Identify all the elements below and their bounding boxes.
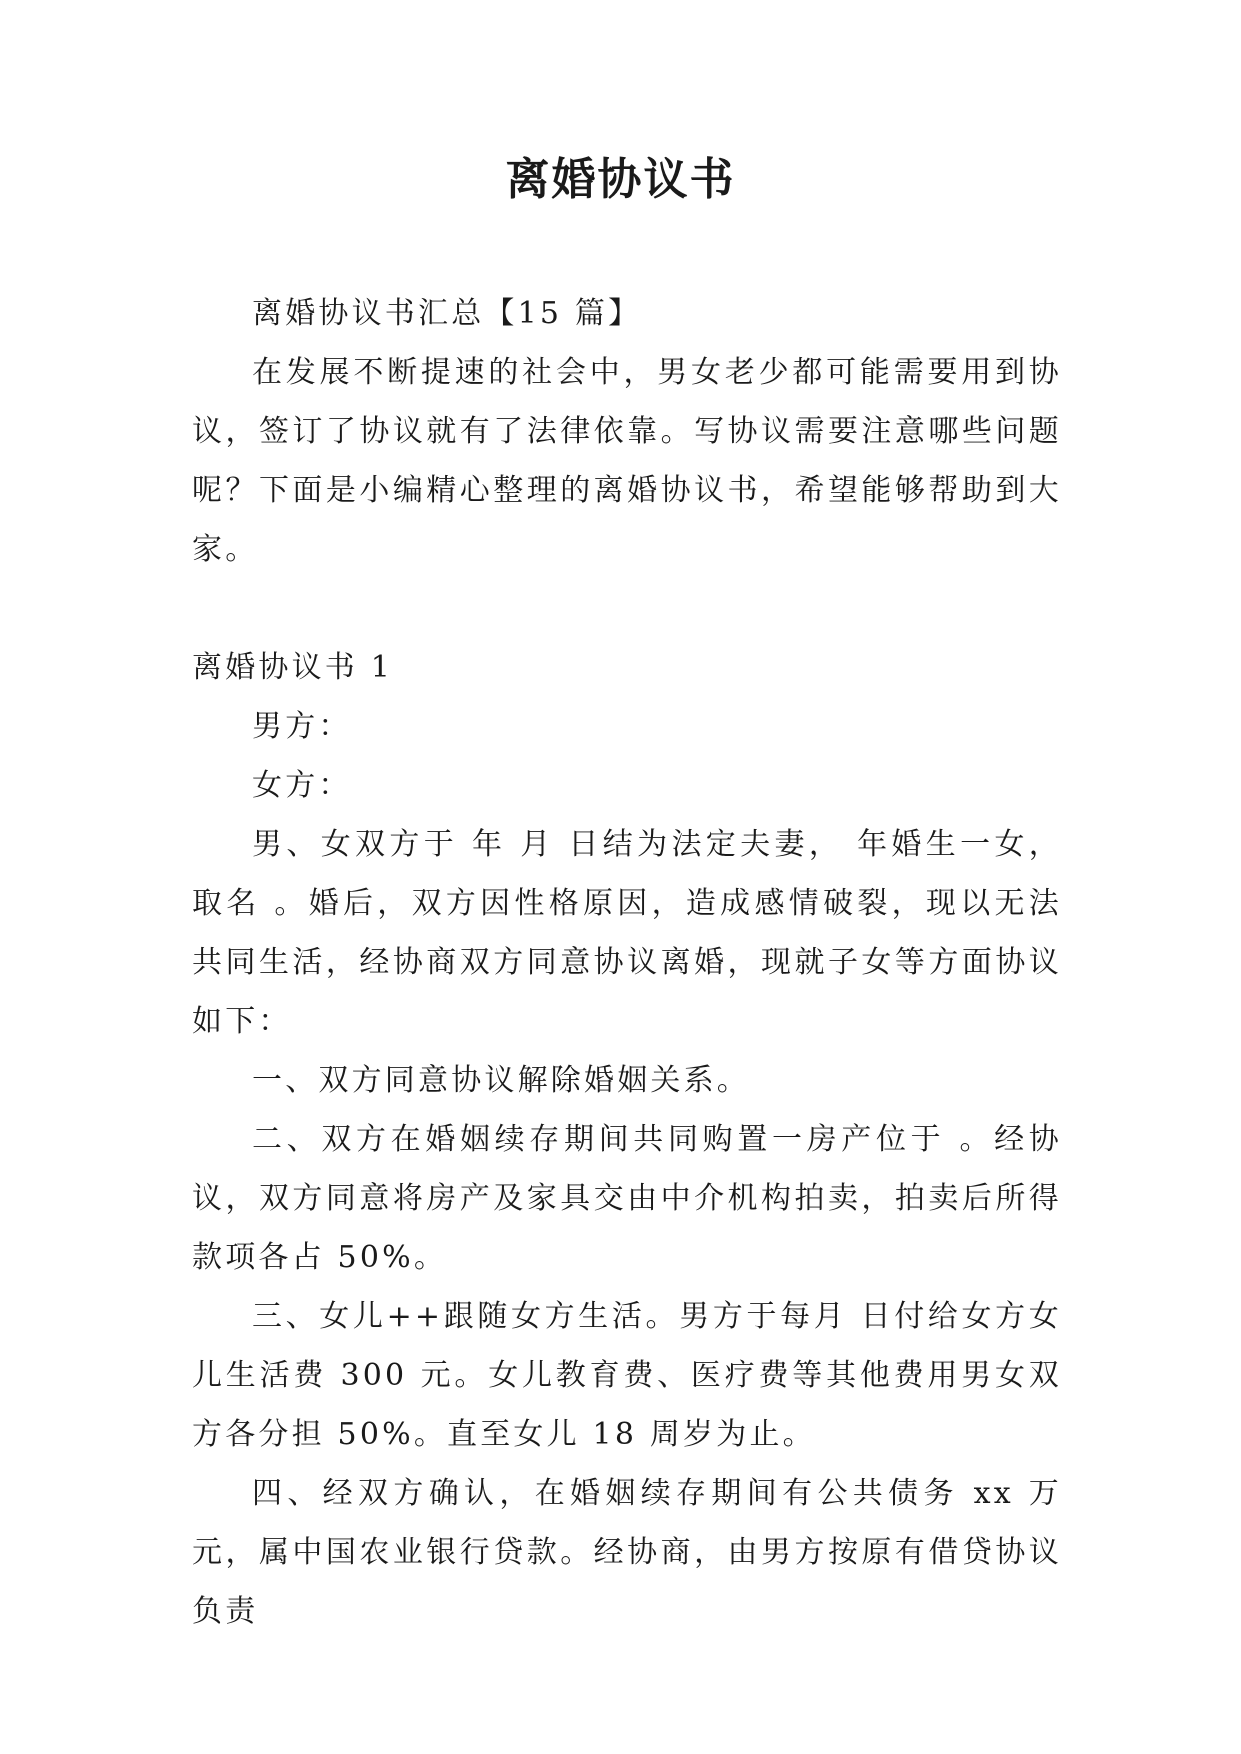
clause-1: 一、双方同意协议解除婚姻关系。	[252, 1063, 750, 1098]
female-party-label: 女方：	[252, 768, 352, 803]
intro-paragraph: 在发展不断提速的社会中，男女老少都可能需要用到协议，签订了协议就有了法律依靠。写协议需要注意哪些问题呢？下面是小编精心整理的离婚协议书，希望能够帮助到大家。	[192, 355, 1062, 567]
document-body	[192, 284, 1062, 1641]
male-party-label: 男方：	[252, 709, 352, 744]
clause-3: 三、女儿++跟随女方生活。男方于每月 日付给女方女儿生活费 300 元。女儿教育费、医疗费等其他费用男女双方各分担 50%。直至女儿 18 周岁为止。	[192, 1299, 1062, 1452]
agreement-preamble: 男、女双方于 年 月 日结为法定夫妻， 年婚生一女，取名 。婚后，双方因性格原因，造成感情破裂，现以无法共同生活，经协商双方同意协议离婚，现就子女等方面协议如下：	[192, 827, 1062, 1039]
clause-4: 四、经双方确认，在婚姻续存期间有公共债务 xx 万元，属中国农业银行贷款。经协商，由男方按原有借贷协议负责	[192, 1476, 1062, 1629]
paragraph-gap	[192, 579, 1062, 638]
section-title: 离婚协议书 1	[192, 650, 394, 685]
document-title: 离婚协议书	[505, 154, 736, 205]
clause-2: 二、双方在婚姻续存期间共同购置一房产位于 。经协议，双方同意将房产及家具交由中介机构拍卖，拍卖后所得款项各占 50%。	[192, 1122, 1062, 1275]
intro-heading: 离婚协议书汇总【15 篇】	[252, 296, 642, 331]
